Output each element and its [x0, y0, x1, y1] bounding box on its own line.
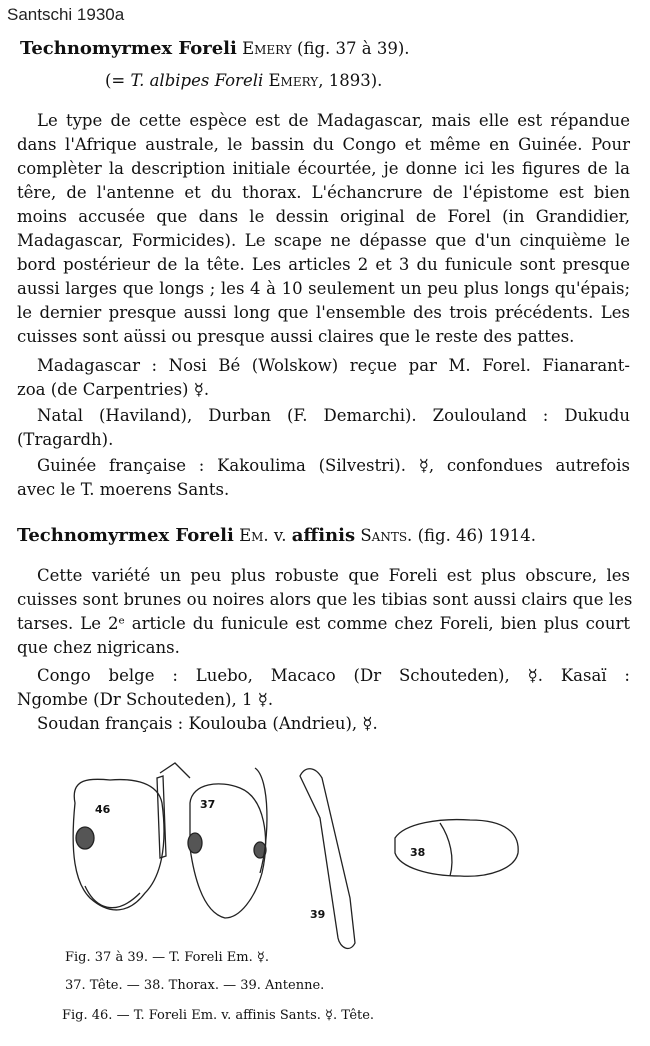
- fig-label-46: 46: [95, 803, 111, 816]
- species-fig-ref: (fig. 37 à 39).: [297, 39, 410, 58]
- eye-46: [76, 827, 94, 849]
- para2-line: tarses. Le 2ᵉ article du funicule est comme chez Foreli, bien plus court: [17, 614, 630, 633]
- locality-line: Guinée française : Kakoulima (Silvestri). ☿, confondues autrefois: [37, 456, 630, 475]
- species-name: Technomyrmex Foreli: [17, 525, 234, 546]
- synonym-year: 1893).: [328, 71, 383, 90]
- para1-line: aussi larges que longs ; les 4 à 10 seulement un peu plus longs qu'épais;: [17, 279, 630, 298]
- antenna-39: [300, 769, 355, 949]
- variety-author: Sants.: [360, 526, 413, 545]
- locality-line: Congo belge : Luebo, Macaco (Dr Schouteden), ☿. Kasaï :: [37, 666, 630, 685]
- figure-caption: Fig. 46. — T. Foreli Em. v. affinis Sants. ☿. Tête.: [62, 1008, 375, 1023]
- fig-label-39: 39: [310, 908, 326, 921]
- locality-line: zoa (de Carpentries) ☿.: [17, 380, 210, 399]
- para1-line: complèter la description initiale écourtée, je donne ici les figures de la: [17, 159, 630, 178]
- locality-line: Ngombe (Dr Schouteden), 1 ☿.: [17, 690, 274, 709]
- scape-46: [157, 776, 166, 858]
- thorax-38-line: [440, 823, 452, 876]
- locality-line: Soudan français : Koulouba (Andrieu), ☿.: [37, 714, 378, 733]
- para2-line: que chez nigricans.: [17, 638, 180, 657]
- fig-label-38: 38: [410, 846, 426, 859]
- locality-line: avec le T. moerens Sants.: [17, 480, 230, 499]
- para1-line: Madagascar, Formicides). Le scape ne dépasse que d'un cinquième le: [17, 231, 630, 250]
- para2-line: Cette variété un peu plus robuste que Foreli est plus obscure, les: [37, 566, 630, 585]
- eye-37: [188, 833, 202, 853]
- figure-plate: [0, 758, 650, 958]
- variety-name: affinis: [291, 525, 356, 546]
- figure-caption: 37. Tête. — 38. Thorax. — 39. Antenne.: [65, 978, 325, 993]
- para1-line: Le type de cette espèce est de Madagascar, mais elle est répandue: [37, 111, 630, 130]
- fig-label-37: 37: [200, 798, 216, 811]
- para1-line: têre, de l'antenne et du thorax. L'échancrure de l'épistome est bien: [17, 183, 630, 202]
- variety-fig-ref: (fig. 46) 1914.: [417, 526, 536, 545]
- species-author: Emery: [242, 39, 292, 58]
- section1-title: [20, 38, 410, 60]
- locality-line: Natal (Haviland), Durban (F. Demarchi). Zoulouland : Dukudu: [37, 406, 630, 425]
- para1-line: bord postérieur de la tête. Les articles 2 et 3 du funicule sont presque: [17, 255, 630, 274]
- locality-line: Madagascar : Nosi Bé (Wolskow) reçue par M. Forel. Fianarant-: [37, 356, 630, 375]
- page-header: Santschi 1930a: [7, 5, 125, 24]
- species-author: Em.: [239, 526, 269, 545]
- para1-line: dans l'Afrique australe, le bassin du Congo et même en Guinée. Pour: [17, 135, 630, 154]
- synonym-prefix: (=: [105, 71, 126, 90]
- locality-line: (Tragardh).: [17, 430, 114, 449]
- section2-title: [17, 525, 536, 547]
- synonym-author: Emery,: [268, 71, 324, 90]
- para1-line: moins accusée que dans le dessin original de Forel (in Grandidier,: [17, 207, 630, 226]
- synonym-line: [105, 70, 382, 92]
- synonym-name: T. albipes Foreli: [130, 71, 264, 90]
- mandibles-46: [85, 886, 140, 908]
- variety-marker: v.: [273, 526, 287, 545]
- species-name: Technomyrmex Foreli: [20, 38, 237, 59]
- para1-line: cuisses sont aüssi ou presque aussi claires que le reste des pattes.: [17, 327, 575, 346]
- para2-line: cuisses sont brunes ou noires alors que les tibias sont aussi clairs que les: [17, 590, 633, 609]
- figure-caption: Fig. 37 à 39. — T. Foreli Em. ☿.: [65, 950, 269, 965]
- funicle-46: [160, 763, 190, 778]
- para1-line: le dernier presque aussi long que l'ensemble des trois précédents. Les: [17, 303, 630, 322]
